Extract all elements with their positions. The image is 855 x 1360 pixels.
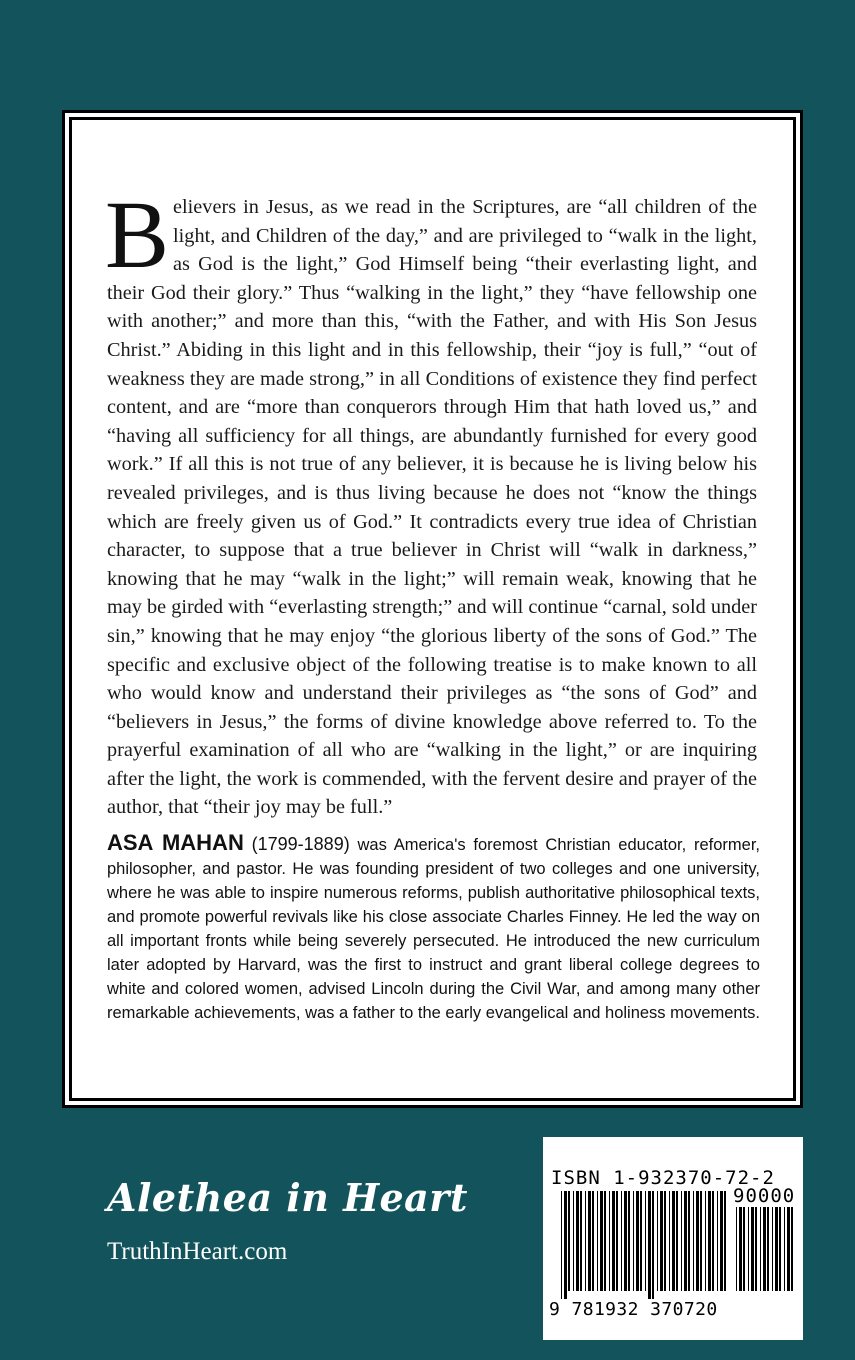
back-cover-panel [62,110,803,1108]
barcode-bar [640,1191,642,1291]
barcode-bar [751,1207,754,1291]
barcode-bar [724,1191,726,1291]
author-name: ASA MAHAN [107,830,244,855]
barcode-bar [604,1191,606,1291]
barcode-bar [624,1191,627,1291]
barcode-bar [636,1191,639,1291]
barcode-bar [609,1191,610,1291]
barcode-bar [681,1191,682,1291]
author-years: (1799-1889) [251,834,350,854]
barcode-bar [736,1207,737,1291]
barcode-bar [585,1191,586,1291]
barcode-bar [772,1207,773,1291]
isbn-number: ISBN 1-932370-72-2 [551,1167,775,1189]
barcode-bar [767,1207,769,1291]
price-addon-number: 90000 [733,1185,796,1207]
barcode-bar [743,1207,745,1291]
blurb-text: elievers in Jesus, as we read in the Scriptures, are “all children of the light, and Children of the day,” and are privileged to “walk in the light, as God is the light,” God Himself being “their everlasting light, and their God their glory.” Thus “walking in the light,” they “have fellowship one with another;” and more than this, “with the Father, and with His Son Jesus Christ.” Abiding in this light and in this fellowship, their “joy is full,” “out of weakness they are made strong,” in all Conditions of existence they find perfect content, and are “more than conquerors through Him that hath loved us,” and “having all sufficiency for all things, are abundantly furnished for every good work.” If all this is not true of any believer, it is because he is living below his revealed privileges, and is thus living because he does not “know the things which are freely given us of God.” It contradicts every true idea of Christian character, to suppose that a true believer in Christ will “walk in darkness,” knowing that he may “walk in the light;” will remain weak, knowing that he may be girded with “everlasting strength;” and will continue “carnal, sold under sin,” knowing that he may enjoy “the glorious liberty of the sons of God.” The specific and exclusive object of the following treatise is to make known to all who would know and understand their privileges as “the sons of God” and “believers in Jesus,” the forms of divine knowledge above referred to. To the prayerful examination of all who are “walking in the light,” or are inquiring after the light, the work is commended, with the fervent desire and prayer of the author, that “their joy may be full.” [107,196,757,819]
publisher-website: TruthInHeart.com [107,1238,288,1265]
barcode-bar [700,1191,702,1291]
barcode-bar [616,1191,618,1291]
barcode-bar [760,1207,761,1291]
barcode-bar [600,1191,603,1291]
barcode-bar [672,1191,675,1291]
ean-digits: 9 781932 370720 [549,1299,718,1320]
barcode-bar [791,1207,793,1291]
barcode-bar [576,1191,579,1291]
barcode-bar [784,1207,785,1291]
barcode-bar [597,1191,598,1291]
barcode-bar [684,1191,687,1291]
barcode-bars [561,1191,729,1299]
barcode-bar [633,1191,634,1291]
barcode-bar [720,1191,723,1291]
barcode-bar [787,1207,790,1291]
barcode-bar [664,1191,666,1291]
barcode-bar [628,1191,630,1291]
barcode-bar [712,1191,714,1291]
barcode-bar [696,1191,699,1291]
barcode-bar [657,1191,658,1291]
isbn-barcode [543,1137,803,1340]
barcode-bar [561,1191,562,1299]
barcode-bar [652,1191,654,1299]
barcode-bar [748,1207,749,1291]
barcode-bar [717,1191,718,1291]
barcode-bar [568,1191,570,1291]
barcode-bar [588,1191,591,1291]
barcode-bar [688,1191,690,1291]
barcode-bar [669,1191,670,1291]
barcode-bar [564,1191,567,1299]
author-bio [107,831,760,1025]
barcode-bar [755,1207,757,1291]
publisher-name: Alethea in Heart [107,1175,468,1220]
barcode-bar [612,1191,615,1291]
barcode-bar [580,1191,582,1291]
barcode-bar [708,1191,711,1291]
barcode-bar [739,1207,742,1291]
barcode-bar [676,1191,678,1291]
barcode-bar [779,1207,781,1291]
book-blurb [105,181,757,822]
barcode-bar [763,1207,766,1291]
addon-barcode-bars [736,1207,796,1299]
barcode-bar [621,1191,622,1291]
barcode-bar [648,1191,651,1299]
author-bio-text: was America's foremost Christian educator, reformer, philosopher, and pastor. He was founding president of two colleges and one university, where he was able to inspire numerous reforms, publish authoritative philosophical texts, and promote powerful revivals like his close associate Charles Finney. He led the way on all important fronts while being severely persecuted. He introduced the new curriculum later adopted by Harvard, was the first to instruct and grant liberal college degrees to white and colored women, advised Lincoln during the Civil War, and among many other remarkable achievements, was a father to the early evangelical and holiness movements. [107,836,761,1022]
barcode-bar [693,1191,694,1291]
barcode-bar [645,1191,646,1291]
barcode-bar [660,1191,663,1291]
drop-cap: B [105,181,170,288]
barcode-bar [573,1191,574,1291]
barcode-bar [705,1191,706,1291]
barcode-bar [592,1191,594,1291]
barcode-bar [775,1207,778,1291]
